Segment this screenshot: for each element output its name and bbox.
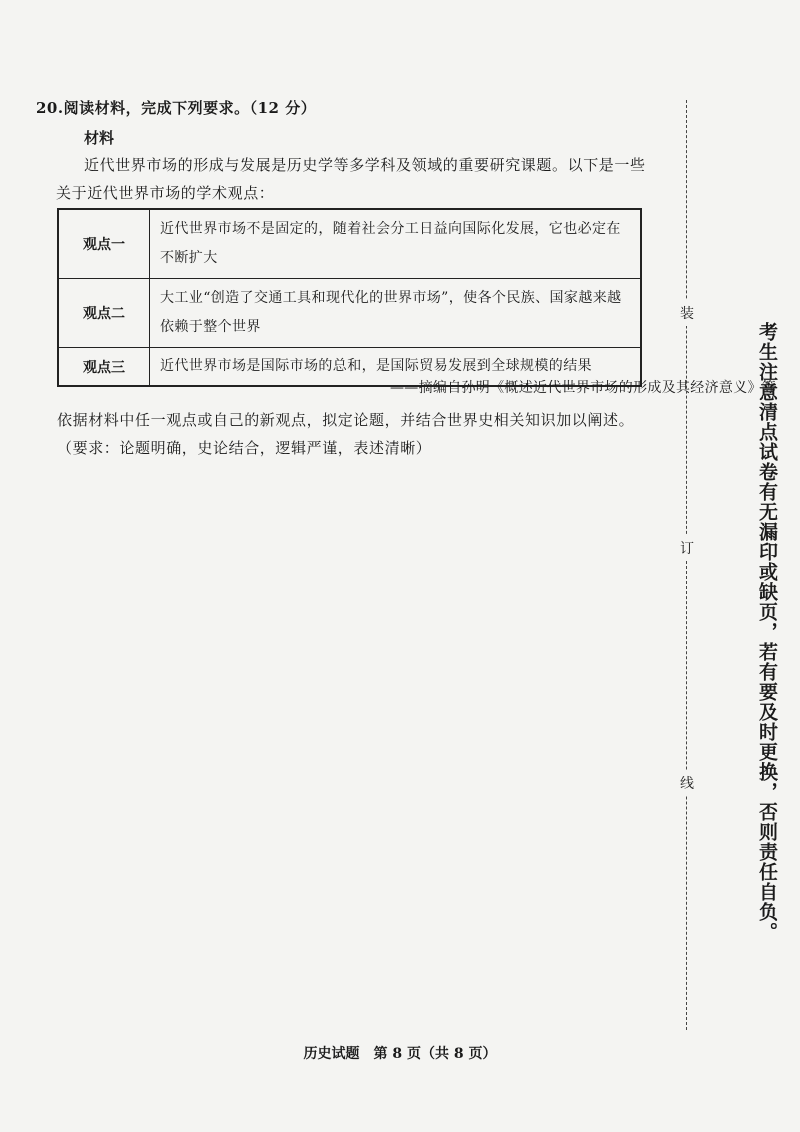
binding-mark-xian: 线 xyxy=(680,770,694,796)
material-intro: 近代世界市场的形成与发展是历史学等多学科及领域的重要研究课题。以下是一些关于近代世界市场的学术观点： xyxy=(56,156,646,202)
viewpoint-label: 观点三 xyxy=(58,348,150,387)
binding-mark-zhuang: 装 xyxy=(680,300,694,326)
viewpoint-label: 观点二 xyxy=(58,279,150,348)
viewpoint-text: 近代世界市场是国际市场的总和，是国际贸易发展到全球规模的结果 xyxy=(150,348,642,387)
side-notice: 考生注意清点试卷有无漏印或缺页，若有要及时更换，否则责任自负。 xyxy=(756,322,778,942)
viewpoint-row xyxy=(58,279,641,348)
task-requirement: （要求：论题明确，史论结合，逻辑严谨，表述清晰） xyxy=(57,439,432,457)
binding-mark-ding: 订 xyxy=(680,535,694,561)
viewpoint-text: 大工业“创造了交通工具和现代化的世界市场”，使各个民族、国家越来越依赖于整个世界 xyxy=(150,279,642,348)
material-source: ——摘编自孙明《概述近代世界市场的形成及其经济意义》等 xyxy=(390,380,777,396)
task-instruction: 依据材料中任一观点或自己的新观点，拟定论题，并结合世界史相关知识加以阐述。 xyxy=(57,411,635,429)
viewpoints-table xyxy=(57,208,642,387)
question-task xyxy=(57,406,657,462)
viewpoint-text: 近代世界市场不是固定的，随着社会分工日益向国际化发展，它也必定在不断扩大 xyxy=(150,209,642,279)
question-title: 20.阅读材料，完成下列要求。（12 分） xyxy=(36,99,317,117)
binding-dashed-line xyxy=(686,100,687,1030)
material-label: 材料 xyxy=(84,129,115,147)
viewpoint-label: 观点一 xyxy=(58,209,150,279)
page-footer: 历史试题 第 8 页（共 8 页） xyxy=(303,1046,497,1062)
viewpoint-row xyxy=(58,209,641,279)
